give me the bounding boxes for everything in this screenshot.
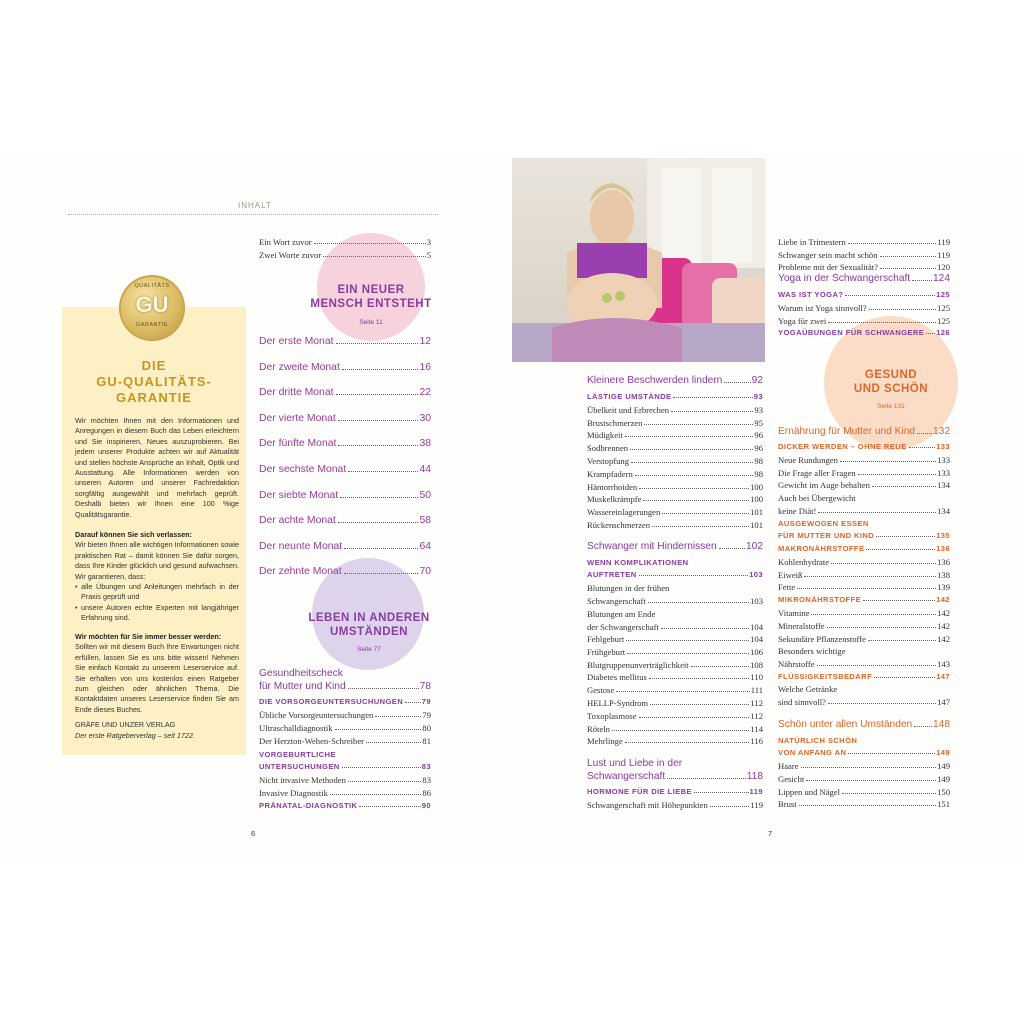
leader-dots bbox=[338, 420, 419, 421]
toc-row-page: 142 bbox=[937, 633, 950, 644]
toc-chapter-row[interactable]: für Mutter und Kind 78 bbox=[259, 681, 431, 692]
leader-dots bbox=[359, 806, 420, 807]
toc-chapter-row[interactable]: Schwanger mit Hindernissen 102 bbox=[587, 541, 763, 552]
toc-row[interactable]: VON ANFANG AN 149 bbox=[778, 748, 950, 757]
toc-row[interactable] bbox=[778, 250, 950, 260]
leader-dots bbox=[612, 730, 750, 731]
leader-dots bbox=[344, 573, 419, 574]
toc-row-title: Verstopfung bbox=[587, 456, 630, 466]
toc-row-page: 149 bbox=[937, 761, 950, 771]
toc-sub-natuerlich[interactable]: NATÜRLICH SCHÖN bbox=[778, 736, 858, 745]
toc-row-page: 112 bbox=[750, 710, 763, 721]
toc-row-title: Kohlenhydrate bbox=[778, 556, 830, 567]
toc-row-title: Brustschmerzen bbox=[587, 417, 643, 428]
leader-dots bbox=[880, 256, 937, 257]
toc-row[interactable] bbox=[259, 438, 431, 449]
toc-row-title: Übelkeit und Erbrechen bbox=[587, 404, 670, 415]
toc-row[interactable] bbox=[587, 405, 763, 415]
toc-row[interactable] bbox=[587, 392, 763, 401]
toc-row-title: DIE VORSORGEUNTERSUCHUNGEN bbox=[259, 697, 404, 706]
toc-row-page: 81 bbox=[422, 736, 431, 746]
toc-row-page: 114 bbox=[750, 723, 763, 734]
toc-row-page: 149 bbox=[937, 773, 950, 784]
toc-row-title: Vitamine bbox=[778, 608, 810, 618]
section-title-anderen-umstaenden: LEBEN IN ANDEREN UMSTÄNDEN bbox=[308, 612, 430, 638]
toc-row[interactable] bbox=[778, 328, 950, 337]
toc-row[interactable] bbox=[587, 685, 763, 695]
toc-chapter-row[interactable]: Ernährung für Mutter und Kind 132 bbox=[778, 426, 950, 437]
toc-row[interactable] bbox=[587, 469, 763, 479]
leader-dots bbox=[662, 513, 749, 514]
leader-dots bbox=[348, 781, 422, 782]
toc-row[interactable] bbox=[259, 387, 431, 398]
page-number-right: 7 bbox=[768, 829, 773, 838]
leader-dots bbox=[811, 614, 936, 615]
toc-row-page: 50 bbox=[419, 489, 431, 501]
toc-row[interactable] bbox=[259, 515, 431, 526]
gu-paragraph-1: Wir möchten Ihnen mit den Informationen und Anregungen in diesem Buch das Leben erleichtern und Sie inspirieren, Neues auszuprobieren. Bei jedem unserer Produkte achten wir auf Aktualität und stellen höchste Ansprüche an Inhalt, Optik und Ausstattung. Alle Informationen werden von unseren Autoren und unserer Fachredaktion sorgfältig ausgewählt und mehrfach geprüft. Deshalb bieten wir Ihnen eine 100 %ige Qualitätsgarantie. bbox=[75, 416, 239, 519]
toc-row[interactable] bbox=[778, 468, 950, 478]
leader-dots bbox=[338, 522, 419, 523]
leader-dots bbox=[828, 322, 936, 323]
section-page-11: Seite 11 bbox=[359, 319, 383, 326]
toc-row-title: Gestose bbox=[587, 685, 615, 696]
toc-row-title: Der zweite Monat bbox=[259, 361, 340, 373]
toc-row-page: 139 bbox=[937, 582, 950, 593]
toc-row[interactable] bbox=[778, 442, 950, 451]
toc-row-title: HORMONE FÜR DIE LIEBE bbox=[587, 787, 693, 796]
toc-row-title: Diabetes mellitus bbox=[587, 672, 647, 683]
leader-dots bbox=[866, 549, 935, 550]
toc-row-page: 83 bbox=[422, 775, 431, 785]
toc-row[interactable] bbox=[778, 557, 950, 567]
toc-row[interactable] bbox=[778, 787, 950, 797]
toc-row-title: Mineralstoffe bbox=[778, 620, 825, 631]
toc-row-page: 96 bbox=[754, 430, 763, 441]
toc-row[interactable]: Ein Wort zuvor 3 bbox=[259, 237, 431, 247]
toc-row[interactable]: FLÜSSIGKEITSBEDARF 147 bbox=[778, 672, 950, 681]
toc-sub-vorgeburtliche[interactable]: VORGEBURTLICHE bbox=[259, 750, 336, 759]
toc-row-title: Der sechste Monat bbox=[259, 464, 347, 475]
toc-row-title: Der fünfte Monat bbox=[259, 438, 337, 450]
toc-row-title: Neue Rundungen bbox=[778, 454, 838, 465]
toc-row[interactable] bbox=[587, 430, 763, 440]
toc-row-title: Yoga für zwei bbox=[778, 315, 827, 326]
leader-dots bbox=[797, 588, 936, 589]
toc-row[interactable]: keine Diät! 134 bbox=[778, 506, 950, 516]
toc-row[interactable]: UNTERSUCHUNGEN 83 bbox=[259, 762, 431, 771]
toc-row[interactable] bbox=[778, 634, 950, 644]
gu-text-block-2: Darauf können Sie sich verlassen: Wir bieten Ihnen alle wichtigen Informationen sowie praktischen Rat – damit können Sie dafür sorgen, dass Ihre Kinder glücklich und gesund aufwachsen. Wir garantieren, dass: • alle Übungen und Anleitungen mehrfach in der Praxis geprüft und • unsere Autoren echte Experten mit langjähriger Erfahrung sind. bbox=[75, 530, 239, 623]
leader-dots bbox=[691, 666, 749, 667]
toc-row[interactable]: Nährstoffe 143 bbox=[778, 659, 950, 669]
toc-row-page: 134 bbox=[937, 480, 950, 491]
toc-row-page: 106 bbox=[750, 646, 763, 657]
leader-dots bbox=[340, 497, 418, 498]
toc-row[interactable] bbox=[778, 290, 950, 299]
toc-row[interactable] bbox=[259, 736, 431, 746]
toc-row-page: 133 bbox=[936, 442, 950, 451]
toc-row-title: Der achte Monat bbox=[259, 515, 336, 527]
toc-row[interactable] bbox=[778, 621, 950, 631]
toc-row[interactable]: Zwei Worte zuvor 5 bbox=[259, 250, 431, 260]
toc-row-page: 116 bbox=[750, 736, 763, 747]
toc-row-title: Warum ist Yoga sinnvoll? bbox=[778, 302, 867, 313]
toc-row-title: Ultraschalldiagnostik bbox=[259, 723, 333, 733]
toc-row-title: Muskelkrämpfe bbox=[587, 494, 642, 505]
leader-dots bbox=[863, 600, 935, 601]
leader-dots bbox=[710, 806, 750, 807]
toc-row-page: 126 bbox=[936, 328, 950, 338]
toc-row[interactable] bbox=[587, 482, 763, 492]
header-rule bbox=[68, 214, 438, 215]
toc-row-page: 133 bbox=[937, 467, 950, 478]
toc-row[interactable] bbox=[778, 799, 950, 809]
toc-sub-ausgewogen[interactable]: AUSGEWOGEN ESSEN bbox=[778, 519, 869, 528]
toc-row-page: 79 bbox=[422, 710, 431, 720]
toc-row[interactable] bbox=[259, 413, 431, 424]
leader-dots bbox=[842, 793, 936, 794]
leader-dots bbox=[868, 640, 936, 641]
section-title-gesund-schoen: GESUND UND SCHÖN bbox=[853, 369, 929, 395]
toc-row-page: 22 bbox=[419, 387, 431, 399]
toc-row-title: Gesicht bbox=[778, 773, 805, 784]
leader-dots bbox=[848, 243, 937, 244]
toc-row[interactable] bbox=[778, 303, 950, 313]
toc-row[interactable]: FÜR MUTTER UND KIND 135 bbox=[778, 531, 950, 540]
toc-row[interactable] bbox=[587, 724, 763, 734]
toc-row-page: 142 bbox=[936, 595, 950, 605]
toc-row-page: 16 bbox=[419, 361, 431, 373]
leader-dots bbox=[626, 640, 749, 641]
leader-dots bbox=[858, 474, 937, 475]
leader-dots bbox=[630, 449, 753, 450]
toc-row[interactable] bbox=[778, 262, 950, 272]
toc-row[interactable] bbox=[587, 672, 763, 682]
toc-row[interactable] bbox=[587, 698, 763, 708]
leader-dots bbox=[338, 445, 418, 446]
gu-seal-bottom: GARANTIE bbox=[135, 322, 169, 328]
toc-row-page: 30 bbox=[419, 412, 431, 424]
toc-row-page: 100 bbox=[750, 494, 763, 505]
gu-seal-top: QUALITÄTS bbox=[134, 283, 170, 289]
toc-row[interactable] bbox=[587, 443, 763, 453]
toc-row-page: 12 bbox=[419, 336, 431, 347]
toc-row[interactable] bbox=[587, 736, 763, 746]
toc-row-title: Rückenschmerzen bbox=[587, 520, 650, 530]
toc-row-title: Lippen und Nägel bbox=[778, 786, 841, 797]
toc-row[interactable] bbox=[259, 541, 431, 552]
toc-row[interactable] bbox=[259, 697, 431, 706]
section-page-131: Seite 131 bbox=[877, 403, 905, 410]
toc-row[interactable] bbox=[778, 316, 950, 326]
toc-row-title: Sodbrennen bbox=[587, 443, 629, 454]
gu-text-block-3: Wir möchten für Sie immer besser werden: Sollten wir mit diesem Buch Ihre Erwartungen nicht erfüllen, lassen Sie es uns bitte wissen! Nehmen Sie einfach Kontakt zu unserem Leserservice auf. Sie erhalten von uns kostenlos einen Ratgeber zum gleichen oder ähnlichen Thema. Die Kontaktdaten unseres Leserservice finden Sie am Ende dieses Buches. GRÄFE UND UNZER VERLAG Der erste Ratgeberverlag – seit 1722. bbox=[75, 632, 239, 740]
toc-row-title: PRÄNATAL-DIAGNOSTIK bbox=[259, 800, 358, 810]
leader-dots bbox=[335, 729, 422, 730]
toc-row-title: Übliche Vorsorgeuntersuchungen bbox=[259, 710, 374, 720]
leader-dots bbox=[625, 742, 750, 743]
toc-row[interactable] bbox=[587, 507, 763, 517]
toc-row-page: 119 bbox=[937, 237, 950, 247]
toc-row-title: MAKRONÄHRSTOFFE bbox=[778, 544, 865, 553]
toc-row-title: Probleme mit der Sexualität? bbox=[778, 262, 878, 272]
toc-row[interactable] bbox=[587, 800, 763, 810]
leader-dots bbox=[330, 794, 421, 795]
toc-row-page: 90 bbox=[421, 800, 431, 810]
toc-row[interactable] bbox=[587, 520, 763, 530]
toc-row-page: 101 bbox=[750, 520, 763, 530]
leader-dots bbox=[344, 548, 418, 549]
toc-row-title: Die Frage aller Fragen bbox=[778, 467, 856, 478]
toc-row[interactable] bbox=[259, 464, 431, 475]
toc-row-title: Brust bbox=[778, 799, 797, 810]
toc-row-title: MIKRONÄHRSTOFFE bbox=[778, 595, 862, 605]
leader-dots bbox=[801, 767, 937, 768]
toc-row[interactable] bbox=[259, 775, 431, 785]
toc-row-page: 125 bbox=[936, 290, 950, 299]
toc-chapter-lust[interactable]: Lust und Liebe in der bbox=[587, 758, 683, 769]
leader-dots bbox=[627, 653, 749, 654]
toc-row-title: Der neunte Monat bbox=[259, 540, 343, 552]
gu-title: DIE GU-QUALITÄTS- GARANTIE bbox=[96, 358, 212, 405]
toc-row-title: Fehlgeburt bbox=[587, 634, 625, 644]
toc-row-page: 95 bbox=[754, 417, 763, 428]
leader-dots bbox=[827, 627, 936, 628]
toc-row-title: HELLP-Syndrom bbox=[587, 698, 649, 708]
toc-row[interactable] bbox=[587, 787, 763, 796]
leader-dots bbox=[840, 461, 936, 462]
toc-row-page: 93 bbox=[754, 404, 763, 415]
toc-row-title: Toxoplasmose bbox=[587, 710, 637, 721]
leader-dots bbox=[643, 500, 749, 501]
toc-row[interactable] bbox=[587, 494, 763, 504]
leader-dots bbox=[806, 780, 936, 781]
leader-dots bbox=[375, 716, 421, 717]
header-label: INHALT bbox=[238, 201, 272, 210]
toc-row[interactable] bbox=[259, 566, 431, 577]
toc-row-page: 80 bbox=[422, 723, 431, 733]
leader-dots bbox=[880, 268, 936, 269]
toc-row-page: 138 bbox=[937, 569, 950, 580]
toc-row[interactable] bbox=[587, 634, 763, 644]
toc-auch-uebergewicht[interactable]: Auch bei Übergewicht bbox=[778, 493, 856, 503]
toc-row-title: Gewicht im Auge behalten bbox=[778, 480, 870, 491]
leader-dots bbox=[649, 678, 750, 679]
toc-row-page: 112 bbox=[750, 698, 763, 708]
toc-row[interactable] bbox=[778, 774, 950, 784]
toc-row[interactable] bbox=[778, 608, 950, 618]
toc-row-title: Krampfadern bbox=[587, 468, 633, 479]
leader-dots bbox=[631, 462, 753, 463]
leader-dots bbox=[336, 343, 419, 344]
toc-row[interactable] bbox=[259, 336, 431, 347]
leader-dots bbox=[652, 526, 749, 527]
toc-row[interactable] bbox=[778, 582, 950, 592]
toc-row-title: Liebe in Trimestern bbox=[778, 237, 846, 247]
toc-row-title: Der dritte Monat bbox=[259, 387, 334, 399]
toc-row-page: 93 bbox=[753, 392, 763, 401]
toc-row-page: 70 bbox=[419, 566, 431, 578]
toc-row-title: Nicht invasive Methoden bbox=[259, 775, 346, 785]
toc-row[interactable] bbox=[587, 647, 763, 657]
toc-chapter-row[interactable]: Kleinere Beschwerden lindern 92 bbox=[587, 375, 763, 386]
leader-dots bbox=[926, 333, 935, 334]
gu-seal-logo: GU bbox=[135, 292, 169, 317]
toc-row-title: Eiweiß bbox=[778, 569, 803, 580]
leader-dots bbox=[616, 691, 750, 692]
toc-row-page: 96 bbox=[754, 443, 763, 454]
toc-row-page: 125 bbox=[937, 302, 950, 313]
toc-row-page: 79 bbox=[421, 697, 431, 706]
toc-row[interactable] bbox=[587, 711, 763, 721]
toc-row-page: 150 bbox=[937, 786, 950, 797]
toc-row[interactable] bbox=[259, 710, 431, 720]
leader-dots bbox=[644, 424, 753, 425]
toc-row-title: Der erste Monat bbox=[259, 336, 334, 347]
toc-row[interactable] bbox=[778, 761, 950, 771]
toc-row-title: Der vierte Monat bbox=[259, 412, 336, 424]
toc-row-page: 100 bbox=[750, 481, 763, 492]
toc-chapter-row[interactable]: Yoga in der Schwangerschaft 124 bbox=[778, 273, 950, 284]
toc-row-page: 64 bbox=[419, 540, 431, 552]
toc-row-page: 44 bbox=[419, 464, 431, 475]
toc-row-page: 142 bbox=[937, 608, 950, 618]
leader-dots bbox=[405, 702, 421, 703]
toc-row-title: Blutgruppenunverträglichkeit bbox=[587, 659, 689, 670]
leader-dots bbox=[869, 309, 937, 310]
toc-row[interactable] bbox=[778, 570, 950, 580]
toc-row[interactable] bbox=[259, 788, 431, 798]
toc-row-title: DICKER WERDEN – OHNE REUE bbox=[778, 442, 907, 451]
toc-row[interactable] bbox=[587, 456, 763, 466]
toc-row-page: 136 bbox=[936, 544, 950, 553]
toc-row-page: 86 bbox=[422, 787, 431, 798]
leader-dots bbox=[342, 369, 419, 370]
toc-row-title: LÄSTIGE UMSTÄNDE bbox=[587, 392, 672, 401]
toc-row-title: YOGAÜBUNGEN FÜR SCHWANGERE bbox=[778, 328, 925, 338]
toc-besonders-wichtige[interactable]: Besonders wichtige bbox=[778, 646, 846, 656]
toc-row-title: Der Herzton-Wehen-Schreiber bbox=[259, 736, 365, 746]
toc-row-title: Wassereinlagerungen bbox=[587, 507, 661, 518]
toc-row-title: Schwanger sein macht schön bbox=[778, 249, 878, 260]
page-number-left: 6 bbox=[251, 829, 256, 838]
toc-row-title: Müdigkeit bbox=[587, 430, 623, 441]
leader-dots bbox=[872, 486, 936, 487]
toc-row-page: 111 bbox=[750, 685, 763, 696]
toc-row[interactable]: AUFTRETEN 103 bbox=[587, 570, 763, 579]
leader-dots bbox=[831, 563, 936, 564]
toc-row[interactable] bbox=[778, 595, 950, 604]
toc-row-page: 104 bbox=[750, 634, 763, 644]
toc-row[interactable]: der Schwangerschaft 104 bbox=[587, 622, 763, 632]
toc-row-title: Der siebte Monat bbox=[259, 489, 339, 501]
toc-row[interactable] bbox=[587, 660, 763, 670]
leader-dots bbox=[845, 295, 935, 296]
toc-row-page: 119 bbox=[937, 249, 950, 260]
toc-row-page: 119 bbox=[750, 799, 763, 810]
leader-dots bbox=[635, 475, 754, 476]
toc-row[interactable] bbox=[587, 418, 763, 428]
toc-sub-wenn[interactable]: WENN KOMPLIKATIONEN bbox=[587, 558, 689, 567]
toc-row-page: 98 bbox=[754, 456, 763, 466]
toc-row-page: 119 bbox=[749, 787, 763, 796]
toc-row[interactable] bbox=[259, 362, 431, 373]
toc-chapter-row[interactable]: Schön unter allen Umständen 148 bbox=[778, 719, 950, 730]
leader-dots bbox=[799, 805, 936, 806]
toc-row-page: 120 bbox=[937, 262, 950, 272]
toc-row[interactable] bbox=[778, 237, 950, 247]
toc-row-page: 110 bbox=[750, 672, 763, 683]
toc-row-page: 98 bbox=[754, 468, 763, 479]
toc-row[interactable] bbox=[259, 801, 431, 810]
toc-row[interactable]: sind sinnvoll? 147 bbox=[778, 697, 950, 707]
toc-row-title: WAS IST YOGA? bbox=[778, 290, 844, 299]
leader-dots bbox=[348, 471, 418, 472]
leader-dots bbox=[336, 394, 419, 395]
leader-dots bbox=[366, 742, 421, 743]
toc-row-page: 133 bbox=[937, 454, 950, 465]
leader-dots bbox=[804, 576, 936, 577]
toc-blutungen-frueh[interactable]: Blutungen in der frühen bbox=[587, 583, 670, 593]
toc-chapter-row[interactable]: Schwangerschaft 118 bbox=[587, 771, 763, 782]
toc-row[interactable] bbox=[778, 455, 950, 465]
toc-row[interactable] bbox=[778, 544, 950, 553]
toc-row-title: Fette bbox=[778, 582, 796, 593]
toc-row-page: 136 bbox=[937, 556, 950, 567]
toc-row-title: Frühgeburt bbox=[587, 646, 626, 657]
toc-row-page: 58 bbox=[419, 515, 431, 527]
leader-dots bbox=[639, 717, 750, 718]
leader-dots bbox=[639, 488, 749, 489]
toc-row-title: Röteln bbox=[587, 723, 610, 734]
toc-row-page: 101 bbox=[750, 507, 763, 518]
toc-welche-getraenke[interactable]: Welche Getränke bbox=[778, 684, 838, 694]
leader-dots bbox=[671, 411, 753, 412]
toc-row-page: 151 bbox=[937, 799, 950, 810]
toc-blutungen-ende[interactable]: Blutungen am Ende bbox=[587, 609, 656, 619]
pregnant-woman-photo bbox=[512, 158, 765, 362]
leader-dots bbox=[625, 436, 754, 437]
toc-row-page: 142 bbox=[937, 620, 950, 631]
toc-chapter-gesundheitscheck[interactable]: Gesundheitscheck bbox=[259, 668, 343, 679]
toc-row-title: Hämorrhoiden bbox=[587, 481, 638, 492]
toc-row[interactable] bbox=[778, 480, 950, 490]
toc-row[interactable] bbox=[259, 490, 431, 501]
leader-dots bbox=[650, 704, 749, 705]
toc-row-page: 38 bbox=[419, 438, 431, 450]
toc-row-title: Haare bbox=[778, 761, 799, 771]
toc-row-title: Schwangerschaft mit Höhepunkten bbox=[587, 799, 708, 810]
toc-row-title: Sekundäre Pflanzenstoffe bbox=[778, 633, 866, 644]
leader-dots bbox=[909, 447, 936, 448]
toc-row-title: Der zehnte Monat bbox=[259, 566, 342, 578]
toc-row[interactable] bbox=[259, 723, 431, 733]
toc-row-page: 108 bbox=[750, 659, 763, 670]
leader-dots bbox=[694, 792, 749, 793]
toc-row-title: Mehrlinge bbox=[587, 736, 623, 747]
section-title-neuer-mensch: EIN NEUER MENSCH ENTSTEHT bbox=[310, 284, 432, 310]
section-page-77: Seite 77 bbox=[357, 646, 381, 653]
toc-row[interactable]: Schwangerschaft 103 bbox=[587, 596, 763, 606]
toc-row-page: 125 bbox=[937, 315, 950, 326]
leader-dots bbox=[673, 397, 752, 398]
toc-row-title: Invasive Diagnostik bbox=[259, 787, 328, 798]
